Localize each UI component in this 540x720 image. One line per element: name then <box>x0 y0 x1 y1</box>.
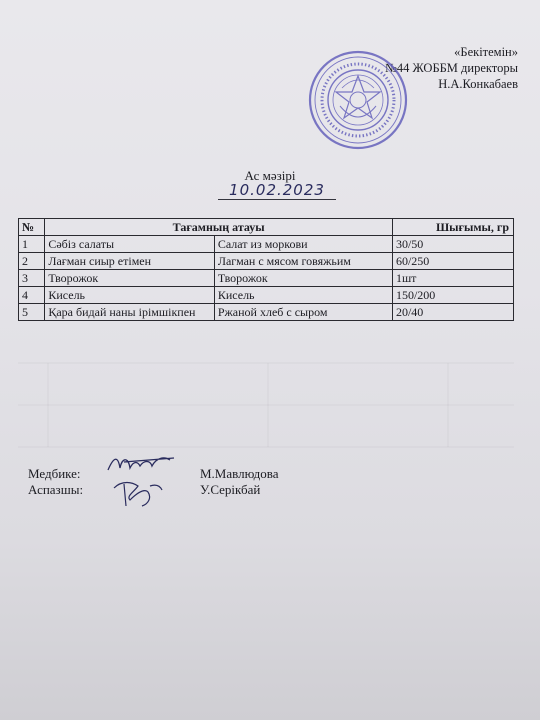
approval-position: №44 ЖОББМ директоры <box>384 61 518 75</box>
table-row <box>19 253 514 270</box>
row-number: 5 <box>19 304 45 321</box>
row-number: 3 <box>19 270 45 287</box>
table-row <box>19 270 514 287</box>
row-number: 2 <box>19 253 45 270</box>
signature-role: Медбике: <box>28 466 81 481</box>
dish-name-kz: Лағман сиыр етімен <box>45 253 215 270</box>
table-header-row <box>19 219 514 236</box>
nurse-signature-scribble <box>104 452 184 478</box>
dish-name-ru: Лагман с мясом говяжьим <box>214 253 392 270</box>
dish-yield: 20/40 <box>392 304 513 321</box>
header-yield: Шығымы, гр <box>392 219 513 236</box>
table-row <box>19 287 514 304</box>
dish-name-ru: Кисель <box>214 287 392 304</box>
row-number: 4 <box>19 287 45 304</box>
signature-name: У.Серікбай <box>200 482 261 497</box>
cook-signature-scribble <box>108 476 168 510</box>
menu-table <box>18 218 514 321</box>
dish-name-kz: Творожок <box>45 270 215 287</box>
header-number: № <box>19 219 45 236</box>
dish-yield: 1шт <box>392 270 513 287</box>
dish-name-kz: Қара бидай наны ірімшікпен <box>45 304 215 321</box>
dish-name-kz: Сәбіз салаты <box>45 236 215 253</box>
row-number: 1 <box>19 236 45 253</box>
dish-name-ru: Салат из моркови <box>214 236 392 253</box>
header-dish-name: Тағамның атауы <box>45 219 393 236</box>
approval-title: «Бекітемін» <box>454 45 518 59</box>
official-seal-stamp <box>302 48 414 152</box>
handwritten-date: 10.02.2023 <box>218 181 336 200</box>
dish-yield: 150/200 <box>392 287 513 304</box>
bleed-through-shadow <box>18 355 514 675</box>
dish-name-ru: Ржаной хлеб с сыром <box>214 304 392 321</box>
dish-yield: 30/50 <box>392 236 513 253</box>
approval-name: Н.А.Конкабаев <box>438 77 518 91</box>
dish-name-kz: Кисель <box>45 287 215 304</box>
signature-role: Аспазшы: <box>28 482 84 497</box>
document-title: Ас мәзірі <box>244 168 296 183</box>
dish-yield: 60/250 <box>392 253 513 270</box>
table-row <box>19 304 514 321</box>
dish-name-ru: Творожок <box>214 270 392 287</box>
table-row <box>19 236 514 253</box>
signature-name: М.Мавлюдова <box>200 466 279 481</box>
